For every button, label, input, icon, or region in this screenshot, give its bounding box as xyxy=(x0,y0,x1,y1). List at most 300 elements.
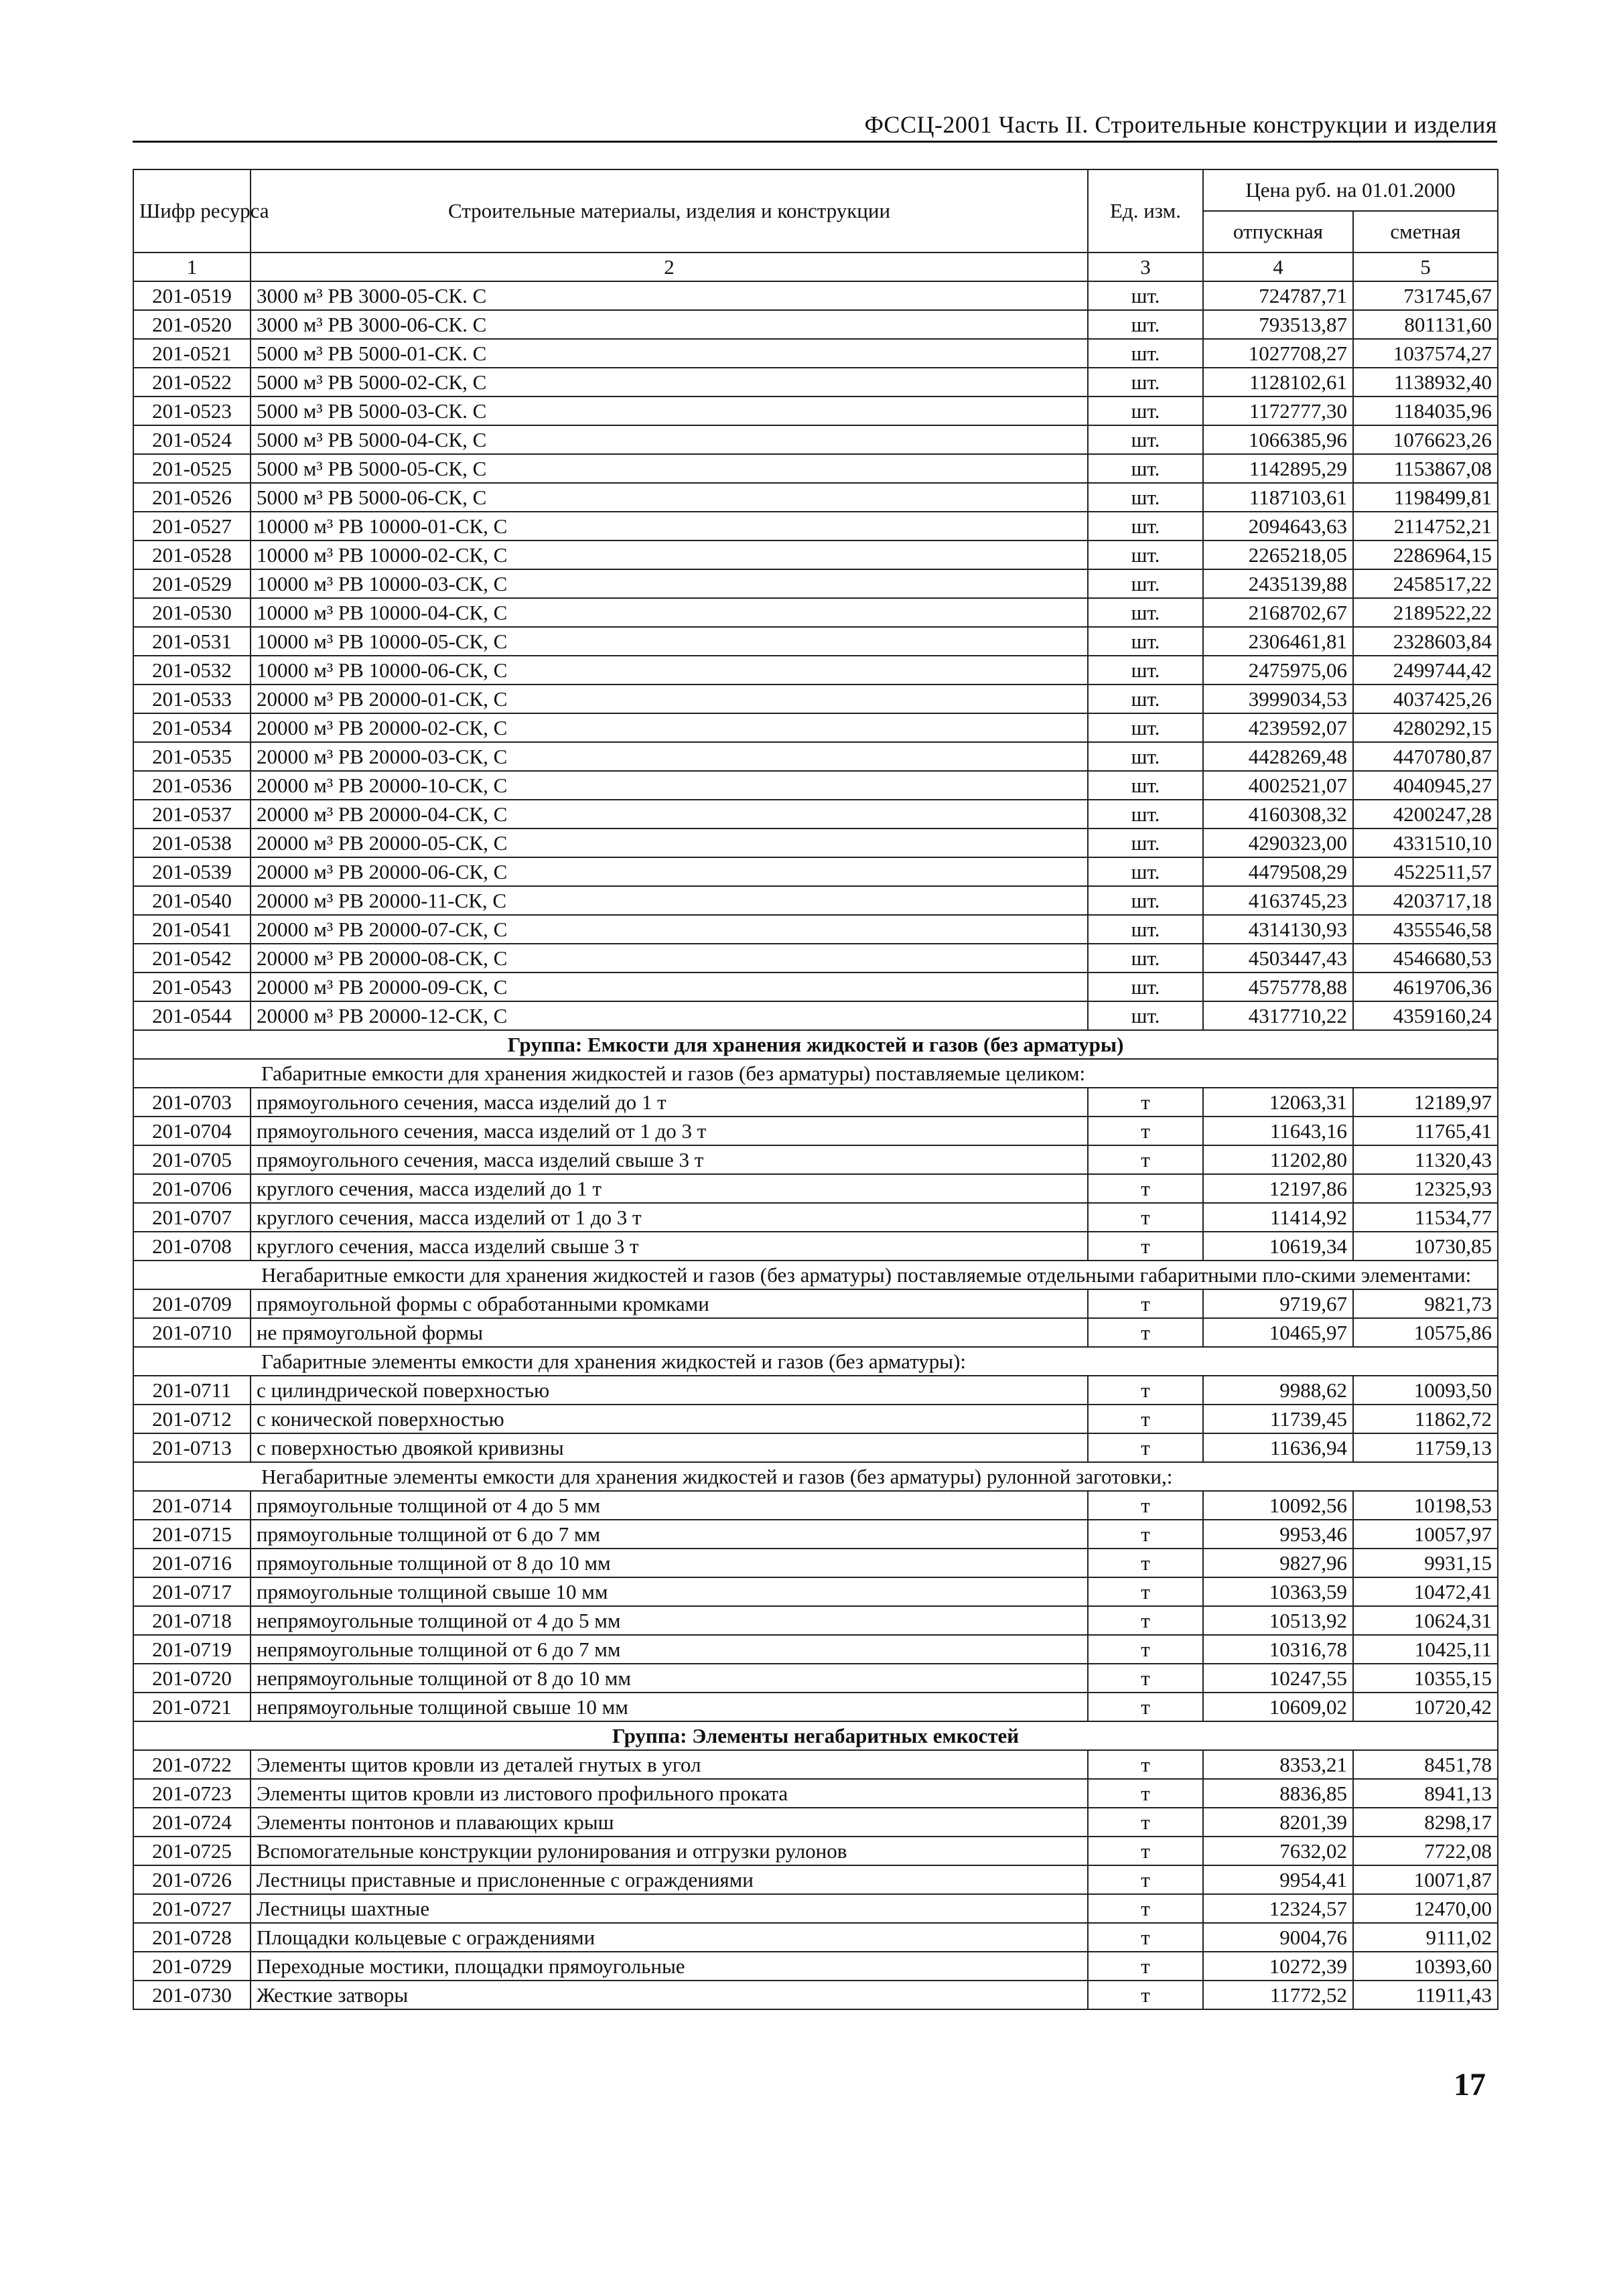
item-name: 20000 м³ РВ 20000-08-СК, С xyxy=(251,944,1088,973)
resource-code: 201-0707 xyxy=(133,1203,251,1232)
item-name: Элементы понтонов и плавающих крыш xyxy=(251,1808,1088,1837)
release-price: 10247,55 xyxy=(1203,1664,1353,1693)
resource-code: 201-0706 xyxy=(133,1174,251,1203)
resource-code: 201-0729 xyxy=(133,1952,251,1981)
unit: шт. xyxy=(1088,310,1203,339)
unit: т xyxy=(1088,1779,1203,1808)
unit: т xyxy=(1088,1376,1203,1405)
table-row xyxy=(133,915,1498,944)
table-row xyxy=(133,1145,1498,1174)
table-row xyxy=(133,281,1498,310)
item-name: прямоугольные толщиной от 8 до 10 мм xyxy=(251,1549,1088,1577)
item-name: непрямоугольные толщиной от 8 до 10 мм xyxy=(251,1664,1088,1693)
unit: т xyxy=(1088,1865,1203,1894)
item-name: с цилиндрической поверхностью xyxy=(251,1376,1088,1405)
resource-code: 201-0541 xyxy=(133,915,251,944)
release-price: 2094643,63 xyxy=(1203,512,1353,541)
resource-code: 201-0713 xyxy=(133,1433,251,1462)
item-name: прямоугольного сечения, масса изделий свыше 3 т xyxy=(251,1145,1088,1174)
column-number: 4 xyxy=(1203,253,1353,281)
table-row xyxy=(133,1088,1498,1117)
column-number: 1 xyxy=(133,253,251,281)
resource-code: 201-0711 xyxy=(133,1376,251,1405)
item-name: 5000 м³ РВ 5000-02-СК, С xyxy=(251,368,1088,397)
unit: шт. xyxy=(1088,569,1203,598)
resource-code: 201-0524 xyxy=(133,425,251,454)
estimate-price: 11534,77 xyxy=(1353,1203,1498,1232)
estimate-price: 10425,11 xyxy=(1353,1635,1498,1664)
item-name: Переходные мостики, площадки прямоугольные xyxy=(251,1952,1088,1981)
release-price: 10619,34 xyxy=(1203,1232,1353,1261)
table-row xyxy=(133,656,1498,685)
resource-code: 201-0531 xyxy=(133,627,251,656)
table-row xyxy=(133,1549,1498,1577)
resource-code: 201-0527 xyxy=(133,512,251,541)
table-row xyxy=(133,310,1498,339)
release-price: 10609,02 xyxy=(1203,1693,1353,1721)
resource-code: 201-0529 xyxy=(133,569,251,598)
item-name: 5000 м³ РВ 5000-01-СК. С xyxy=(251,339,1088,368)
estimate-price: 1184035,96 xyxy=(1353,397,1498,425)
item-name: прямоугольного сечения, масса изделий до 1 т xyxy=(251,1088,1088,1117)
resource-code: 201-0533 xyxy=(133,685,251,713)
estimate-price: 10057,97 xyxy=(1353,1520,1498,1549)
table-header-row xyxy=(133,169,1498,211)
table-row xyxy=(133,829,1498,857)
release-price: 4163745,23 xyxy=(1203,886,1353,915)
estimate-price: 10472,41 xyxy=(1353,1577,1498,1606)
estimate-price: 1153867,08 xyxy=(1353,454,1498,483)
estimate-price: 8298,17 xyxy=(1353,1808,1498,1837)
table-row xyxy=(133,1750,1498,1779)
unit: т xyxy=(1088,1606,1203,1635)
item-name: непрямоугольные толщиной от 6 до 7 мм xyxy=(251,1635,1088,1664)
resource-code: 201-0715 xyxy=(133,1520,251,1549)
header-price-estimate: сметная xyxy=(1353,211,1498,253)
item-name: Площадки кольцевые с ограждениями xyxy=(251,1923,1088,1952)
release-price: 4575778,88 xyxy=(1203,973,1353,1001)
release-price: 9988,62 xyxy=(1203,1376,1353,1405)
unit: т xyxy=(1088,1520,1203,1549)
item-name: круглого сечения, масса изделий свыше 3 т xyxy=(251,1232,1088,1261)
item-name: прямоугольные толщиной свыше 10 мм xyxy=(251,1577,1088,1606)
unit: т xyxy=(1088,1433,1203,1462)
resource-code: 201-0726 xyxy=(133,1865,251,1894)
release-price: 9953,46 xyxy=(1203,1520,1353,1549)
resource-code: 201-0535 xyxy=(133,742,251,771)
estimate-price: 801131,60 xyxy=(1353,310,1498,339)
estimate-price: 2114752,21 xyxy=(1353,512,1498,541)
unit: т xyxy=(1088,1750,1203,1779)
release-price: 1027708,27 xyxy=(1203,339,1353,368)
unit: шт. xyxy=(1088,281,1203,310)
group-heading-row xyxy=(133,1721,1498,1750)
estimate-price: 11765,41 xyxy=(1353,1117,1498,1145)
release-price: 11414,92 xyxy=(1203,1203,1353,1232)
table-row xyxy=(133,368,1498,397)
unit: т xyxy=(1088,1664,1203,1693)
estimate-price: 2328603,84 xyxy=(1353,627,1498,656)
price-table xyxy=(133,169,1498,2010)
estimate-price: 2458517,22 xyxy=(1353,569,1498,598)
release-price: 7632,02 xyxy=(1203,1837,1353,1865)
table-row xyxy=(133,541,1498,569)
estimate-price: 4522511,57 xyxy=(1353,857,1498,886)
resource-code: 201-0526 xyxy=(133,483,251,512)
table-row xyxy=(133,713,1498,742)
table-row xyxy=(133,1318,1498,1347)
item-name: 20000 м³ РВ 20000-10-СК, С xyxy=(251,771,1088,800)
estimate-price: 9111,02 xyxy=(1353,1923,1498,1952)
release-price: 11643,16 xyxy=(1203,1117,1353,1145)
item-name: 20000 м³ РВ 20000-05-СК, С xyxy=(251,829,1088,857)
release-price: 8201,39 xyxy=(1203,1808,1353,1837)
table-row xyxy=(133,742,1498,771)
estimate-price: 11759,13 xyxy=(1353,1433,1498,1462)
table-row xyxy=(133,569,1498,598)
resource-code: 201-0719 xyxy=(133,1635,251,1664)
release-price: 2265218,05 xyxy=(1203,541,1353,569)
resource-code: 201-0705 xyxy=(133,1145,251,1174)
estimate-price: 10093,50 xyxy=(1353,1376,1498,1405)
release-price: 12063,31 xyxy=(1203,1088,1353,1117)
table-row xyxy=(133,800,1498,829)
unit: шт. xyxy=(1088,886,1203,915)
item-name: с поверхностью двоякой кривизны xyxy=(251,1433,1088,1462)
table-row xyxy=(133,425,1498,454)
item-name: 20000 м³ РВ 20000-04-СК, С xyxy=(251,800,1088,829)
subgroup-heading: Негабаритные емкости для хранения жидкостей и газов (без арматуры) поставляемые отдельными габаритными пло-скими элементами: xyxy=(133,1261,1498,1289)
unit: шт. xyxy=(1088,512,1203,541)
unit: шт. xyxy=(1088,339,1203,368)
table-row xyxy=(133,1865,1498,1894)
unit: т xyxy=(1088,1635,1203,1664)
resource-code: 201-0730 xyxy=(133,1981,251,2009)
estimate-price: 4040945,27 xyxy=(1353,771,1498,800)
release-price: 3999034,53 xyxy=(1203,685,1353,713)
item-name: прямоугольные толщиной от 4 до 5 мм xyxy=(251,1491,1088,1520)
header-unit: Ед. изм. xyxy=(1088,169,1203,253)
resource-code: 201-0530 xyxy=(133,598,251,627)
item-name: с конической поверхностью xyxy=(251,1405,1088,1433)
unit: шт. xyxy=(1088,713,1203,742)
estimate-price: 731745,67 xyxy=(1353,281,1498,310)
release-price: 11202,80 xyxy=(1203,1145,1353,1174)
page-header: ФССЦ-2001 Часть II. Строительные конструкции и изделия xyxy=(864,111,1497,138)
resource-code: 201-0703 xyxy=(133,1088,251,1117)
header-rule xyxy=(133,141,1497,143)
resource-code: 201-0522 xyxy=(133,368,251,397)
estimate-price: 12189,97 xyxy=(1353,1088,1498,1117)
unit: шт. xyxy=(1088,944,1203,973)
table-row xyxy=(133,598,1498,627)
unit: шт. xyxy=(1088,915,1203,944)
item-name: 20000 м³ РВ 20000-11-СК, С xyxy=(251,886,1088,915)
item-name: 20000 м³ РВ 20000-02-СК, С xyxy=(251,713,1088,742)
estimate-price: 4470780,87 xyxy=(1353,742,1498,771)
resource-code: 201-0722 xyxy=(133,1750,251,1779)
release-price: 4290323,00 xyxy=(1203,829,1353,857)
subgroup-heading-row xyxy=(133,1347,1498,1376)
unit: шт. xyxy=(1088,656,1203,685)
resource-code: 201-0714 xyxy=(133,1491,251,1520)
release-price: 1066385,96 xyxy=(1203,425,1353,454)
subgroup-heading: Габаритные емкости для хранения жидкостей и газов (без арматуры) поставляемые целиком: xyxy=(133,1059,1498,1088)
estimate-price: 4331510,10 xyxy=(1353,829,1498,857)
unit: шт. xyxy=(1088,483,1203,512)
table-row xyxy=(133,397,1498,425)
table-row xyxy=(133,1952,1498,1981)
table-row xyxy=(133,1405,1498,1433)
item-name: непрямоугольные толщиной от 4 до 5 мм xyxy=(251,1606,1088,1635)
item-name: 20000 м³ РВ 20000-03-СК, С xyxy=(251,742,1088,771)
estimate-price: 10624,31 xyxy=(1353,1606,1498,1635)
table-row xyxy=(133,685,1498,713)
estimate-price: 2499744,42 xyxy=(1353,656,1498,685)
column-number: 5 xyxy=(1353,253,1498,281)
item-name: 3000 м³ РВ 3000-05-СК. С xyxy=(251,281,1088,310)
release-price: 8353,21 xyxy=(1203,1750,1353,1779)
unit: т xyxy=(1088,1318,1203,1347)
item-name: 10000 м³ РВ 10000-03-СК, С xyxy=(251,569,1088,598)
subgroup-heading-row xyxy=(133,1462,1498,1491)
unit: шт. xyxy=(1088,1001,1203,1030)
item-name: Лестницы приставные и прислоненные с ограждениями xyxy=(251,1865,1088,1894)
table-row xyxy=(133,1779,1498,1808)
unit: т xyxy=(1088,1894,1203,1923)
release-price: 12324,57 xyxy=(1203,1894,1353,1923)
estimate-price: 10720,42 xyxy=(1353,1693,1498,1721)
table-row xyxy=(133,1837,1498,1865)
resource-code: 201-0716 xyxy=(133,1549,251,1577)
estimate-price: 10393,60 xyxy=(1353,1952,1498,1981)
release-price: 4239592,07 xyxy=(1203,713,1353,742)
subgroup-heading: Негабаритные элементы емкости для хранения жидкостей и газов (без арматуры) рулонной заготовки,: xyxy=(133,1462,1498,1491)
resource-code: 201-0532 xyxy=(133,656,251,685)
resource-code: 201-0724 xyxy=(133,1808,251,1837)
table-row xyxy=(133,771,1498,800)
release-price: 4503447,43 xyxy=(1203,944,1353,973)
unit: шт. xyxy=(1088,541,1203,569)
group-heading: Группа: Емкости для хранения жидкостей и газов (без арматуры) xyxy=(133,1030,1498,1059)
unit: шт. xyxy=(1088,973,1203,1001)
table-row xyxy=(133,1981,1498,2009)
estimate-price: 4200247,28 xyxy=(1353,800,1498,829)
estimate-price: 8941,13 xyxy=(1353,1779,1498,1808)
item-name: 5000 м³ РВ 5000-06-СК, С xyxy=(251,483,1088,512)
group-heading: Группа: Элементы негабаритных емкостей xyxy=(133,1721,1498,1750)
release-price: 1172777,30 xyxy=(1203,397,1353,425)
subgroup-heading-row xyxy=(133,1261,1498,1289)
resource-code: 201-0720 xyxy=(133,1664,251,1693)
resource-code: 201-0534 xyxy=(133,713,251,742)
item-name: Элементы щитов кровли из деталей гнутых в угол xyxy=(251,1750,1088,1779)
resource-code: 201-0536 xyxy=(133,771,251,800)
unit: т xyxy=(1088,1174,1203,1203)
resource-code: 201-0717 xyxy=(133,1577,251,1606)
item-name: прямоугольной формы с обработанными кромками xyxy=(251,1289,1088,1318)
release-price: 4160308,32 xyxy=(1203,800,1353,829)
release-price: 10513,92 xyxy=(1203,1606,1353,1635)
table-row xyxy=(133,1117,1498,1145)
price-table-body xyxy=(133,169,1498,2009)
release-price: 12197,86 xyxy=(1203,1174,1353,1203)
release-price: 2435139,88 xyxy=(1203,569,1353,598)
resource-code: 201-0708 xyxy=(133,1232,251,1261)
estimate-price: 4359160,24 xyxy=(1353,1001,1498,1030)
page-number: 17 xyxy=(1454,2067,1486,2102)
table-row xyxy=(133,454,1498,483)
item-name: 5000 м³ РВ 5000-03-СК. С xyxy=(251,397,1088,425)
item-name: 20000 м³ РВ 20000-06-СК, С xyxy=(251,857,1088,886)
unit: т xyxy=(1088,1577,1203,1606)
estimate-price: 4203717,18 xyxy=(1353,886,1498,915)
resource-code: 201-0725 xyxy=(133,1837,251,1865)
unit: т xyxy=(1088,1405,1203,1433)
unit: т xyxy=(1088,1088,1203,1117)
release-price: 10363,59 xyxy=(1203,1577,1353,1606)
item-name: прямоугольного сечения, масса изделий от 1 до 3 т xyxy=(251,1117,1088,1145)
release-price: 10272,39 xyxy=(1203,1952,1353,1981)
resource-code: 201-0539 xyxy=(133,857,251,886)
table-row xyxy=(133,1635,1498,1664)
resource-code: 201-0721 xyxy=(133,1693,251,1721)
release-price: 10316,78 xyxy=(1203,1635,1353,1664)
unit: шт. xyxy=(1088,397,1203,425)
release-price: 1187103,61 xyxy=(1203,483,1353,512)
item-name: круглого сечения, масса изделий от 1 до 3 т xyxy=(251,1203,1088,1232)
release-price: 4479508,29 xyxy=(1203,857,1353,886)
header-name: Строительные материалы, изделия и конструкции xyxy=(251,169,1088,253)
table-row xyxy=(133,1693,1498,1721)
item-name: 5000 м³ РВ 5000-04-СК, С xyxy=(251,425,1088,454)
unit: шт. xyxy=(1088,800,1203,829)
table-row xyxy=(133,1433,1498,1462)
estimate-price: 4619706,36 xyxy=(1353,973,1498,1001)
table-row xyxy=(133,512,1498,541)
subgroup-heading: Габаритные элементы емкости для хранения жидкостей и газов (без арматуры): xyxy=(133,1347,1498,1376)
release-price: 724787,71 xyxy=(1203,281,1353,310)
release-price: 10092,56 xyxy=(1203,1491,1353,1520)
unit: т xyxy=(1088,1145,1203,1174)
estimate-price: 9821,73 xyxy=(1353,1289,1498,1318)
estimate-price: 10730,85 xyxy=(1353,1232,1498,1261)
table-row xyxy=(133,886,1498,915)
table-row xyxy=(133,1203,1498,1232)
release-price: 9954,41 xyxy=(1203,1865,1353,1894)
table-row xyxy=(133,857,1498,886)
item-name: Вспомогательные конструкции рулонирования и отгрузки рулонов xyxy=(251,1837,1088,1865)
column-number: 2 xyxy=(251,253,1088,281)
table-row xyxy=(133,339,1498,368)
unit: т xyxy=(1088,1981,1203,2009)
estimate-price: 2286964,15 xyxy=(1353,541,1498,569)
item-name: Лестницы шахтные xyxy=(251,1894,1088,1923)
resource-code: 201-0543 xyxy=(133,973,251,1001)
item-name: 10000 м³ РВ 10000-05-СК, С xyxy=(251,627,1088,656)
release-price: 11772,52 xyxy=(1203,1981,1353,2009)
estimate-price: 12470,00 xyxy=(1353,1894,1498,1923)
resource-code: 201-0521 xyxy=(133,339,251,368)
unit: шт. xyxy=(1088,829,1203,857)
group-heading-row xyxy=(133,1030,1498,1059)
estimate-price: 7722,08 xyxy=(1353,1837,1498,1865)
release-price: 2475975,06 xyxy=(1203,656,1353,685)
table-row xyxy=(133,1174,1498,1203)
resource-code: 201-0537 xyxy=(133,800,251,829)
column-number: 3 xyxy=(1088,253,1203,281)
unit: т xyxy=(1088,1203,1203,1232)
resource-code: 201-0544 xyxy=(133,1001,251,1030)
release-price: 2306461,81 xyxy=(1203,627,1353,656)
unit: т xyxy=(1088,1117,1203,1145)
estimate-price: 10575,86 xyxy=(1353,1318,1498,1347)
item-name: непрямоугольные толщиной свыше 10 мм xyxy=(251,1693,1088,1721)
item-name: 3000 м³ РВ 3000-06-СК. С xyxy=(251,310,1088,339)
estimate-price: 4280292,15 xyxy=(1353,713,1498,742)
resource-code: 201-0540 xyxy=(133,886,251,915)
release-price: 793513,87 xyxy=(1203,310,1353,339)
estimate-price: 4037425,26 xyxy=(1353,685,1498,713)
item-name: Элементы щитов кровли из листового профильного проката xyxy=(251,1779,1088,1808)
unit: т xyxy=(1088,1549,1203,1577)
unit: т xyxy=(1088,1923,1203,1952)
estimate-price: 1037574,27 xyxy=(1353,339,1498,368)
release-price: 8836,85 xyxy=(1203,1779,1353,1808)
unit: т xyxy=(1088,1232,1203,1261)
item-name: 10000 м³ РВ 10000-01-СК, С xyxy=(251,512,1088,541)
resource-code: 201-0709 xyxy=(133,1289,251,1318)
estimate-price: 11911,43 xyxy=(1353,1981,1498,2009)
release-price: 2168702,67 xyxy=(1203,598,1353,627)
resource-code: 201-0718 xyxy=(133,1606,251,1635)
unit: т xyxy=(1088,1289,1203,1318)
unit: т xyxy=(1088,1952,1203,1981)
release-price: 11636,94 xyxy=(1203,1433,1353,1462)
unit: т xyxy=(1088,1837,1203,1865)
table-row xyxy=(133,973,1498,1001)
estimate-price: 10355,15 xyxy=(1353,1664,1498,1693)
unit: т xyxy=(1088,1491,1203,1520)
unit: шт. xyxy=(1088,598,1203,627)
table-row xyxy=(133,1808,1498,1837)
item-name: 20000 м³ РВ 20000-12-СК, С xyxy=(251,1001,1088,1030)
release-price: 1142895,29 xyxy=(1203,454,1353,483)
estimate-price: 10071,87 xyxy=(1353,1865,1498,1894)
unit: т xyxy=(1088,1693,1203,1721)
unit: шт. xyxy=(1088,771,1203,800)
estimate-price: 1076623,26 xyxy=(1353,425,1498,454)
release-price: 4314130,93 xyxy=(1203,915,1353,944)
unit: т xyxy=(1088,1808,1203,1837)
release-price: 9827,96 xyxy=(1203,1549,1353,1577)
table-row xyxy=(133,483,1498,512)
estimate-price: 10198,53 xyxy=(1353,1491,1498,1520)
subgroup-heading-row xyxy=(133,1059,1498,1088)
unit: шт. xyxy=(1088,857,1203,886)
resource-code: 201-0712 xyxy=(133,1405,251,1433)
header-price: Цена руб. на 01.01.2000 xyxy=(1203,169,1498,211)
table-row xyxy=(133,1606,1498,1635)
resource-code: 201-0728 xyxy=(133,1923,251,1952)
resource-code: 201-0525 xyxy=(133,454,251,483)
resource-code: 201-0710 xyxy=(133,1318,251,1347)
estimate-price: 4546680,53 xyxy=(1353,944,1498,973)
estimate-price: 11320,43 xyxy=(1353,1145,1498,1174)
item-name: не прямоугольной формы xyxy=(251,1318,1088,1347)
resource-code: 201-0542 xyxy=(133,944,251,973)
resource-code: 201-0723 xyxy=(133,1779,251,1808)
